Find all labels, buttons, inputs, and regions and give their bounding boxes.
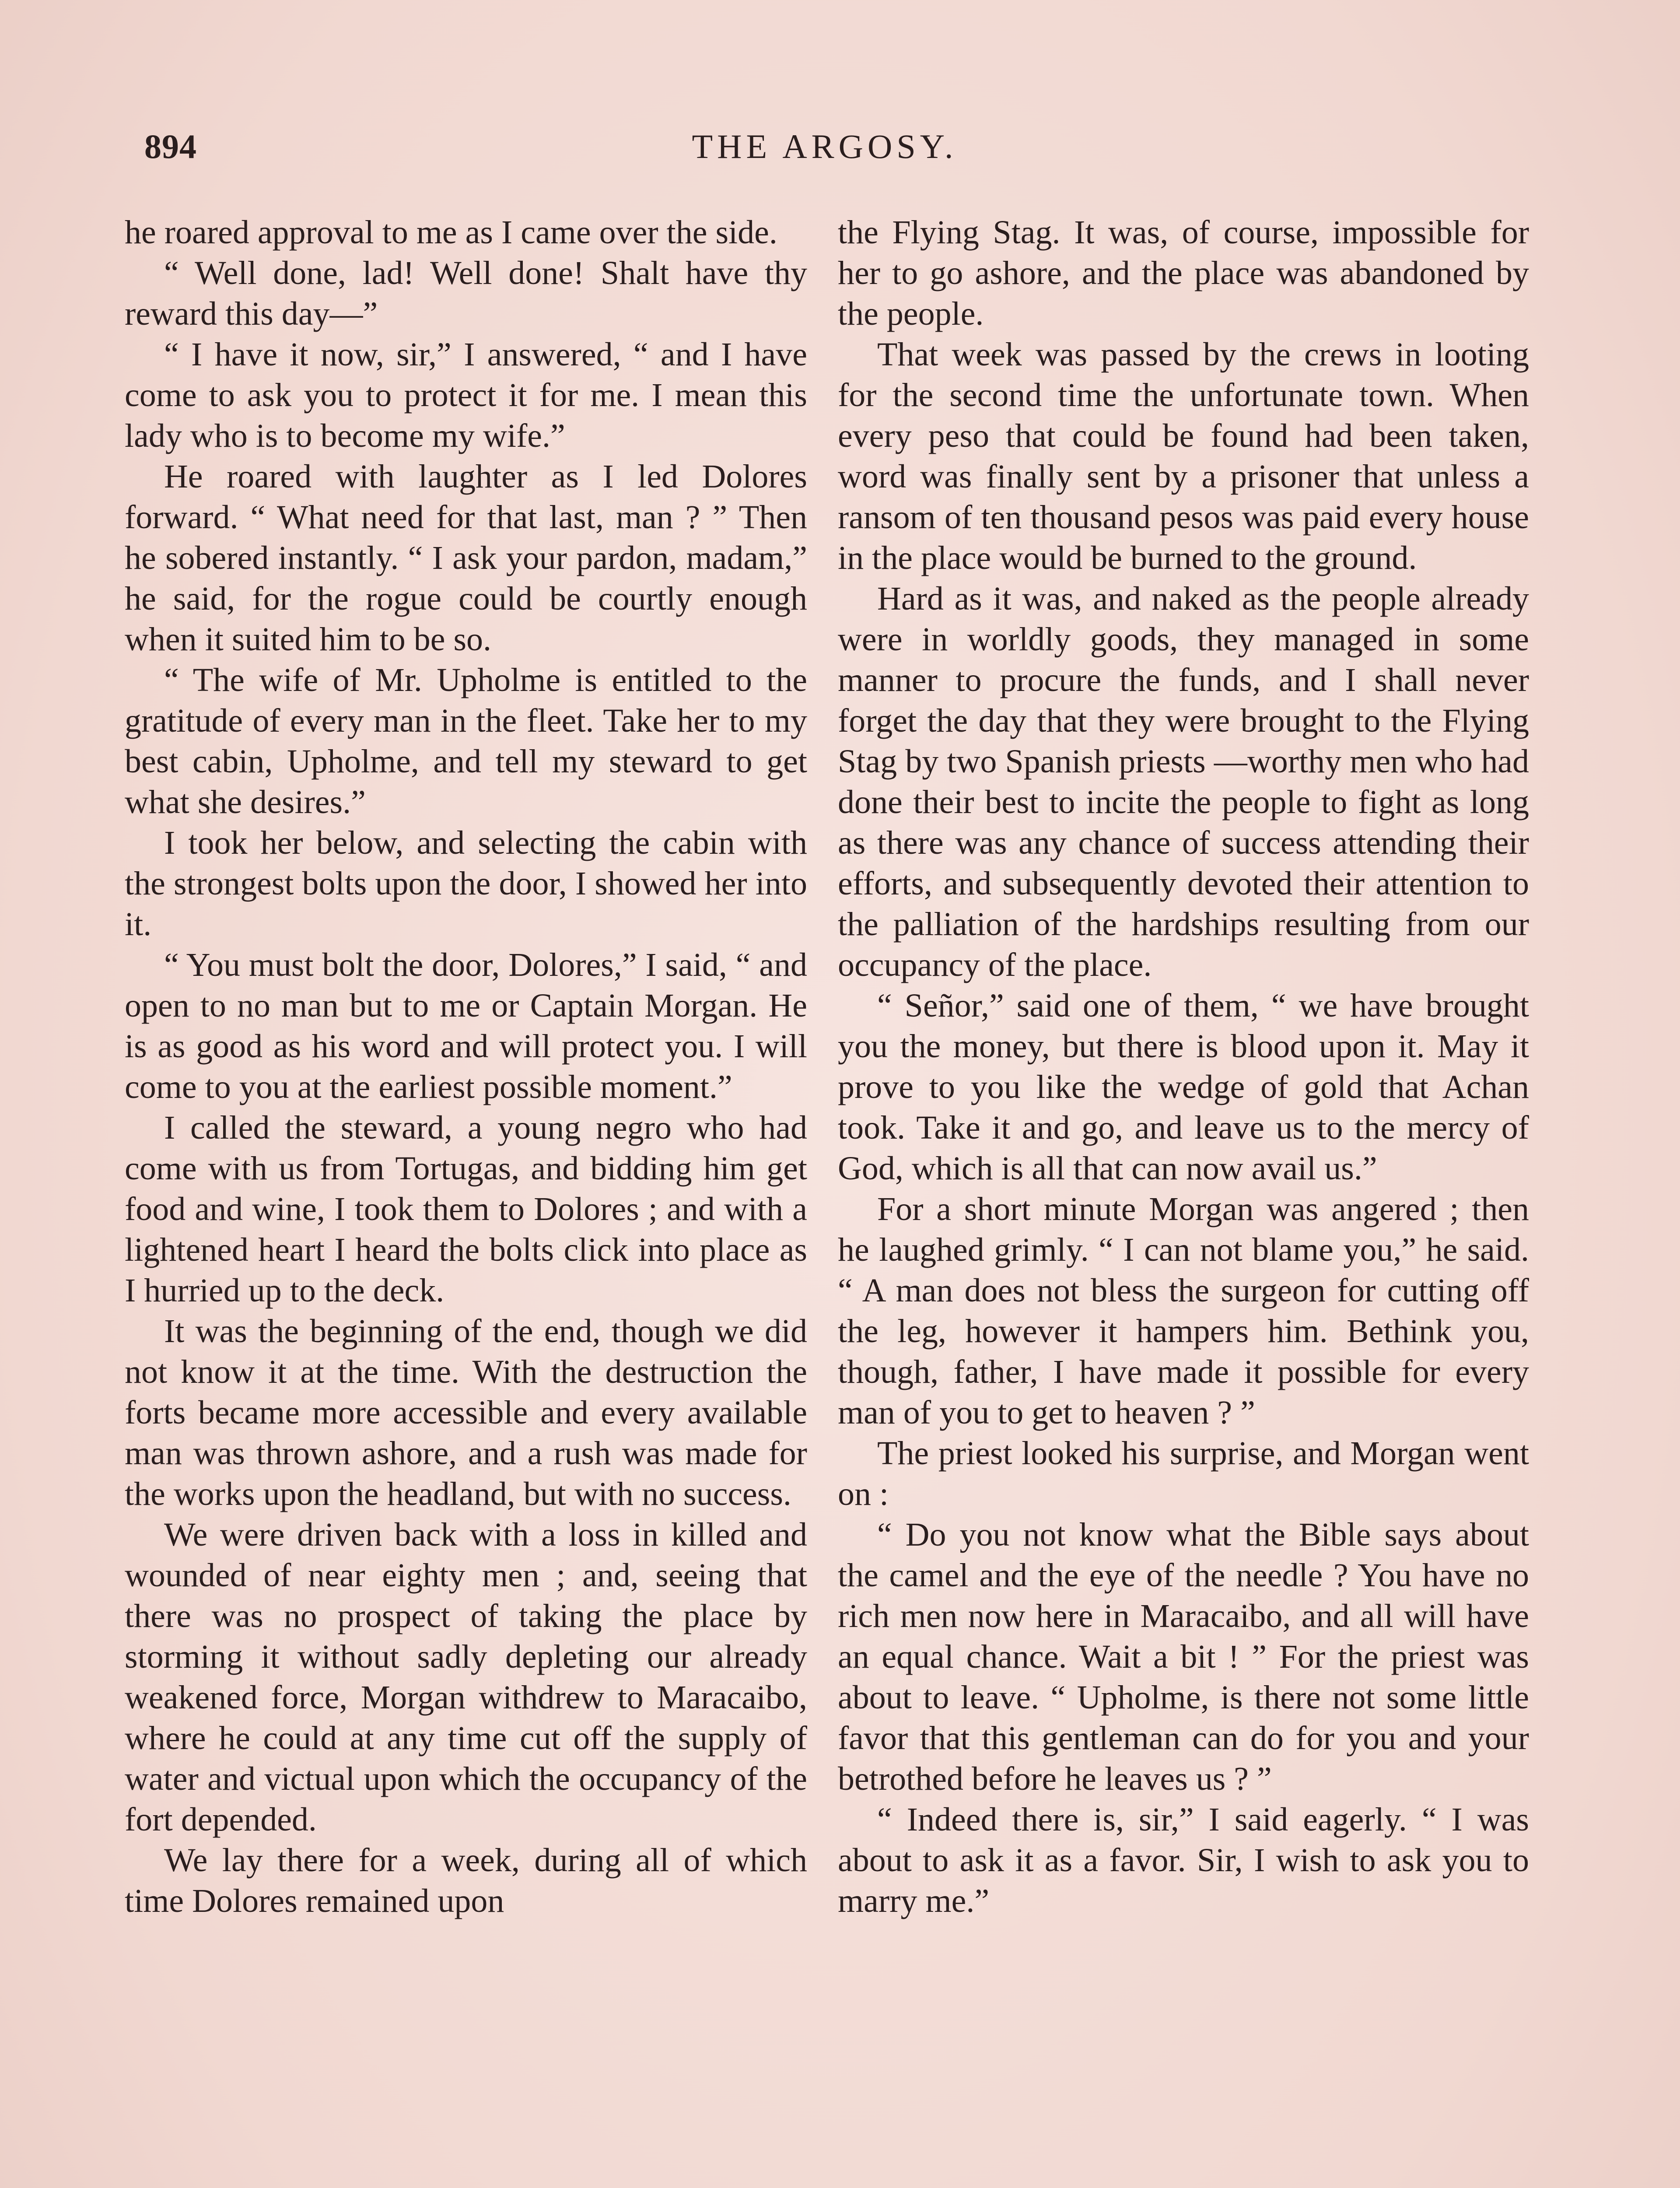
paragraph: Hard as it was, and naked as the people already were in worldly goods, they managed in some manner to procure the funds, and I shall never forget the day that they were brought to the Flying Stag by two Spanish priests —worthy men who had done their best to incite the people to fight as long as there was any chance of success attending their efforts, and subsequently devoted their attention to the palliation of the hardships resulting from our occupancy of the place. bbox=[838, 580, 1529, 983]
paragraph: “ Do you not know what the Bible says about the camel and the eye of the needle ? You have no rich men now here in Maracaibo, and all will have an equal chance. Wait a bit ! ” For the priest was about to leave. “ Upholme, is there not some little favor that this gentleman can do for you and your betrothed before he leaves us ? ” bbox=[838, 1516, 1529, 1797]
paragraph: He roared with laughter as I led Dolores forward. “ What need for that last, man ? ” Then he sobered instantly. “ I ask your pardon, madam,” he said, for the rogue could be courtly enough when it suited him to be so. bbox=[125, 458, 807, 658]
paragraph: For a short minute Morgan was angered ; then he laughed grimly. “ I can not blame you,” he said. “ A man does not bless the surgeon for cutting off the leg, however it hampers him. Bethink you, though, father, I have made it possible for every man of you to get to heaven ? ” bbox=[838, 1191, 1529, 1431]
page-header bbox=[131, 127, 1518, 179]
paragraph: The priest looked his surprise, and Morgan went on : bbox=[838, 1435, 1529, 1512]
paragraph: “ Señor,” said one of them, “ we have brought you the money, but there is blood upon it. May it prove to you like the wedge of gold that Achan took. Take it and go, and leave us to the mercy of God, which is all that can now avail us.” bbox=[838, 987, 1529, 1187]
paragraph: “ Well done, lad! Well done! Shalt have thy reward this day—” bbox=[125, 255, 807, 332]
page-number: 894 bbox=[144, 127, 197, 165]
right-column bbox=[838, 212, 1529, 1922]
paragraph: That week was passed by the crews in looting for the second time the unfortunate town. When every peso that could be found had been taken, word was finally sent by a prisoner that unless a ransom of ten thousand pesos was paid every house in the place would be burned to the ground. bbox=[838, 336, 1529, 576]
paragraph: “ You must bolt the door, Dolores,” I said, “ and open to no man but to me or Captain Morgan. He is as good as his word and will protect you. I will come to you at the earliest possible moment.” bbox=[125, 947, 807, 1105]
running-title: THE ARGOSY. bbox=[692, 127, 958, 165]
paragraph: I called the steward, a young negro who had come with us from Tortugas, and bidding him get food and wine, I took them to Dolores ; and with a lightened heart I heard the bolts click into place as I hurried up to the deck. bbox=[125, 1109, 807, 1309]
paragraph: I took her below, and selecting the cabin with the strongest bolts upon the door, I showed her into it. bbox=[125, 824, 807, 943]
paragraph: “ Indeed there is, sir,” I said eagerly. “ I was about to ask it as a favor. Sir, I wish to ask you to marry me.” bbox=[838, 1801, 1529, 1919]
paragraph: the Flying Stag. It was, of course, impossible for her to go ashore, and the place was abandoned by the people. bbox=[838, 214, 1529, 332]
paragraph: It was the beginning of the end, though we did not know it at the time. With the destruction the forts became more accessible and every available man was thrown ashore, and a rush was made for the works upon the headland, but with no success. bbox=[125, 1313, 807, 1512]
left-column bbox=[125, 212, 807, 1922]
paragraph: he roared approval to me as I came over the side. bbox=[125, 214, 777, 251]
paragraph: We lay there for a week, during all of which time Dolores remained upon bbox=[125, 1842, 807, 1919]
paragraph: We were driven back with a loss in killed and wounded of near eighty men ; and, seeing that there was no prospect of taking the place by storming it without sadly depleting our already weakened force, Morgan withdrew to Maracaibo, where he could at any time cut off the supply of water and victual upon which the occupancy of the fort depended. bbox=[125, 1516, 807, 1838]
paragraph: “ The wife of Mr. Upholme is entitled to the gratitude of every man in the fleet. Take her to my best cabin, Upholme, and tell my steward to get what she desires.” bbox=[125, 662, 807, 820]
paragraph: “ I have it now, sir,” I answered, “ and I have come to ask you to protect it for me. I mean this lady who is to become my wife.” bbox=[125, 336, 807, 454]
